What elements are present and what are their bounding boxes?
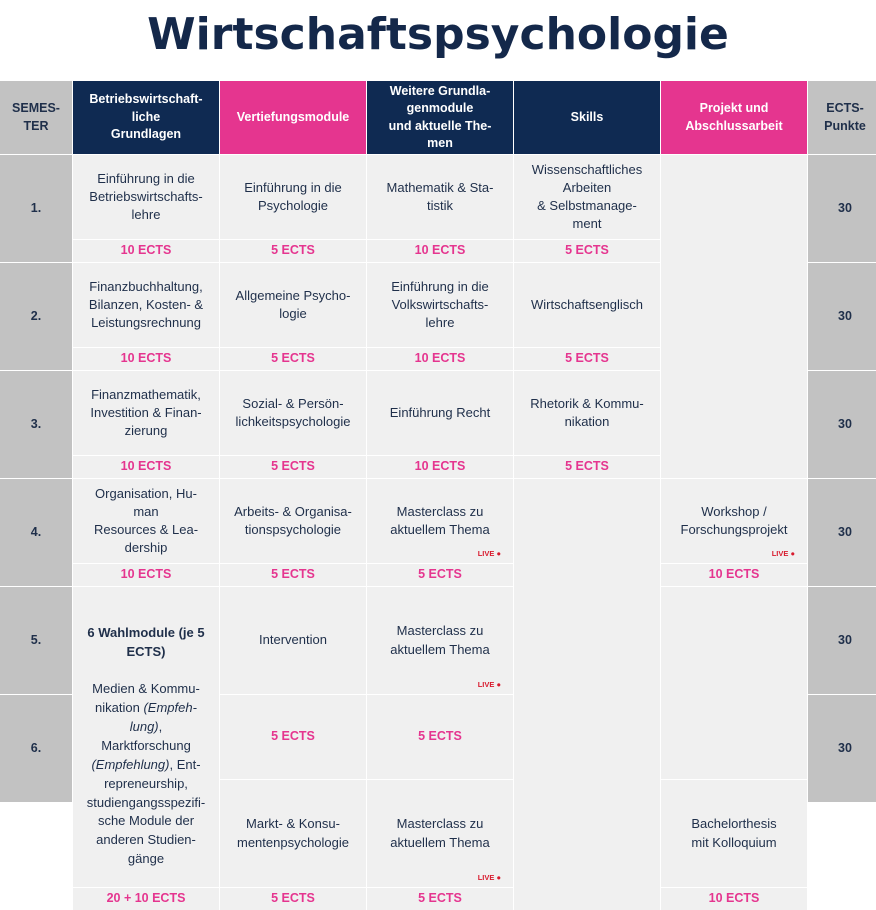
header-weitere: Weitere Grundla- genmodule und aktuelle The- men bbox=[367, 81, 513, 154]
header-projekt: Projekt und Abschlussarbeit bbox=[661, 81, 807, 154]
empty-skills-cell bbox=[514, 479, 660, 910]
module-cell bbox=[367, 780, 513, 887]
ects-value: 10 ECTS bbox=[661, 888, 807, 910]
header-skills: Skills bbox=[514, 81, 660, 154]
module-cell: Finanzbuchhaltung, Bilanzen, Kosten- & Leistungsrechnung bbox=[73, 263, 219, 347]
ects-total: 30 bbox=[808, 695, 876, 802]
module-cell: Einführung in die Psychologie bbox=[220, 155, 366, 239]
module-cell: Markt- & Konsu- mentenpsychologie bbox=[220, 780, 366, 887]
module-label: Workshop / Forschungsprojekt bbox=[680, 503, 788, 537]
ects-total: 30 bbox=[808, 479, 876, 586]
live-badge: LIVE ● bbox=[477, 548, 501, 558]
module-cell: Intervention bbox=[220, 587, 366, 694]
module-cell: Sozial- & Persön- lichkeitspsychologie bbox=[220, 371, 366, 455]
module-cell: Organisation, Hu- man Resources & Lea- dership bbox=[73, 479, 219, 563]
ects-value: 5 ECTS bbox=[514, 348, 660, 370]
module-label: Masterclass zu aktuellem Thema bbox=[390, 816, 490, 850]
module-cell bbox=[367, 479, 513, 563]
module-cell: Mathematik & Sta- tistik bbox=[367, 155, 513, 239]
live-badge: LIVE ● bbox=[771, 548, 795, 558]
live-badge: LIVE ● bbox=[477, 872, 501, 882]
semester-label: 6. bbox=[0, 695, 72, 802]
empty-cell bbox=[808, 803, 876, 910]
ects-value: 10 ECTS bbox=[661, 564, 807, 586]
ects-value: 5 ECTS bbox=[220, 348, 366, 370]
semester-label: 3. bbox=[0, 371, 72, 478]
module-cell: Einführung Recht bbox=[367, 371, 513, 455]
ects-value: 10 ECTS bbox=[73, 348, 219, 370]
ects-value: 5 ECTS bbox=[514, 456, 660, 478]
ects-value: 5 ECTS bbox=[220, 240, 366, 262]
curriculum-table bbox=[0, 81, 876, 906]
empty-projekt-cell bbox=[661, 155, 807, 478]
semester-label: 1. bbox=[0, 155, 72, 262]
module-cell: Wirtschaftsenglisch bbox=[514, 263, 660, 347]
ects-value: 10 ECTS bbox=[73, 456, 219, 478]
ects-value: 10 ECTS bbox=[367, 240, 513, 262]
ects-value: 5 ECTS bbox=[220, 888, 366, 910]
ects-total: 30 bbox=[808, 155, 876, 262]
ects-value: 20 + 10 ECTS bbox=[73, 888, 219, 910]
ects-total: 30 bbox=[808, 263, 876, 370]
ects-value: 5 ECTS bbox=[367, 888, 513, 910]
ects-value: 5 ECTS bbox=[220, 456, 366, 478]
module-cell bbox=[661, 479, 807, 563]
ects-total: 30 bbox=[808, 587, 876, 694]
header-vertiefung: Vertiefungsmodule bbox=[220, 81, 366, 154]
module-label: Masterclass zu aktuellem Thema bbox=[390, 503, 490, 537]
wahlmodule-heading: 6 Wahlmodule (je 5 ECTS) bbox=[87, 624, 205, 659]
empty-cell bbox=[0, 803, 72, 910]
page-title: Wirtschaftspsychologie bbox=[147, 9, 729, 60]
semester-label: 2. bbox=[0, 263, 72, 370]
module-cell: Einführung in die Volkswirtschafts- lehre bbox=[367, 263, 513, 347]
module-label: Masterclass zu aktuellem Thema bbox=[390, 623, 490, 657]
live-badge: LIVE ● bbox=[477, 679, 501, 689]
empty-projekt-cell bbox=[661, 587, 807, 779]
module-cell: Bachelorthesis mit Kolloquium bbox=[661, 780, 807, 887]
header-bwl: Betriebswirtschaft- liche Grundlagen bbox=[73, 81, 219, 154]
ects-value: 10 ECTS bbox=[367, 348, 513, 370]
module-cell: Wissenschaftliches Arbeiten & Selbstmanage- ment bbox=[514, 155, 660, 239]
header-semester: SEMES- TER bbox=[0, 81, 72, 154]
semester-label: 5. bbox=[0, 587, 72, 694]
module-cell: Einführung in die Betriebswirtschafts- lehre bbox=[73, 155, 219, 239]
ects-total: 30 bbox=[808, 371, 876, 478]
ects-value: 5 ECTS bbox=[220, 564, 366, 586]
ects-value: 10 ECTS bbox=[73, 240, 219, 262]
module-cell: Finanzmathematik, Investition & Finan- zierung bbox=[73, 371, 219, 455]
module-cell: Allgemeine Psycho- logie bbox=[220, 263, 366, 347]
ects-value: 10 ECTS bbox=[73, 564, 219, 586]
module-cell: Arbeits- & Organisa- tionspsychologie bbox=[220, 479, 366, 563]
semester-label: 4. bbox=[0, 479, 72, 586]
module-cell: Rhetorik & Kommu- nikation bbox=[514, 371, 660, 455]
header-ects: ECTS- Punkte bbox=[808, 81, 876, 154]
wahlmodule-cell: 6 Wahlmodule (je 5 ECTS) Medien & Kommu- nikation (Empfeh- lung), Marktforschung (Empfehlung), Ent- repreneurship, studiengangsspezifi- sche Module der anderen Studien- gänge bbox=[73, 587, 219, 887]
ects-value: 5 ECTS bbox=[367, 564, 513, 586]
ects-value: 10 ECTS bbox=[367, 456, 513, 478]
ects-value: 5 ECTS bbox=[220, 695, 366, 779]
module-cell bbox=[367, 587, 513, 694]
ects-value: 5 ECTS bbox=[367, 695, 513, 779]
ects-value: 5 ECTS bbox=[514, 240, 660, 262]
